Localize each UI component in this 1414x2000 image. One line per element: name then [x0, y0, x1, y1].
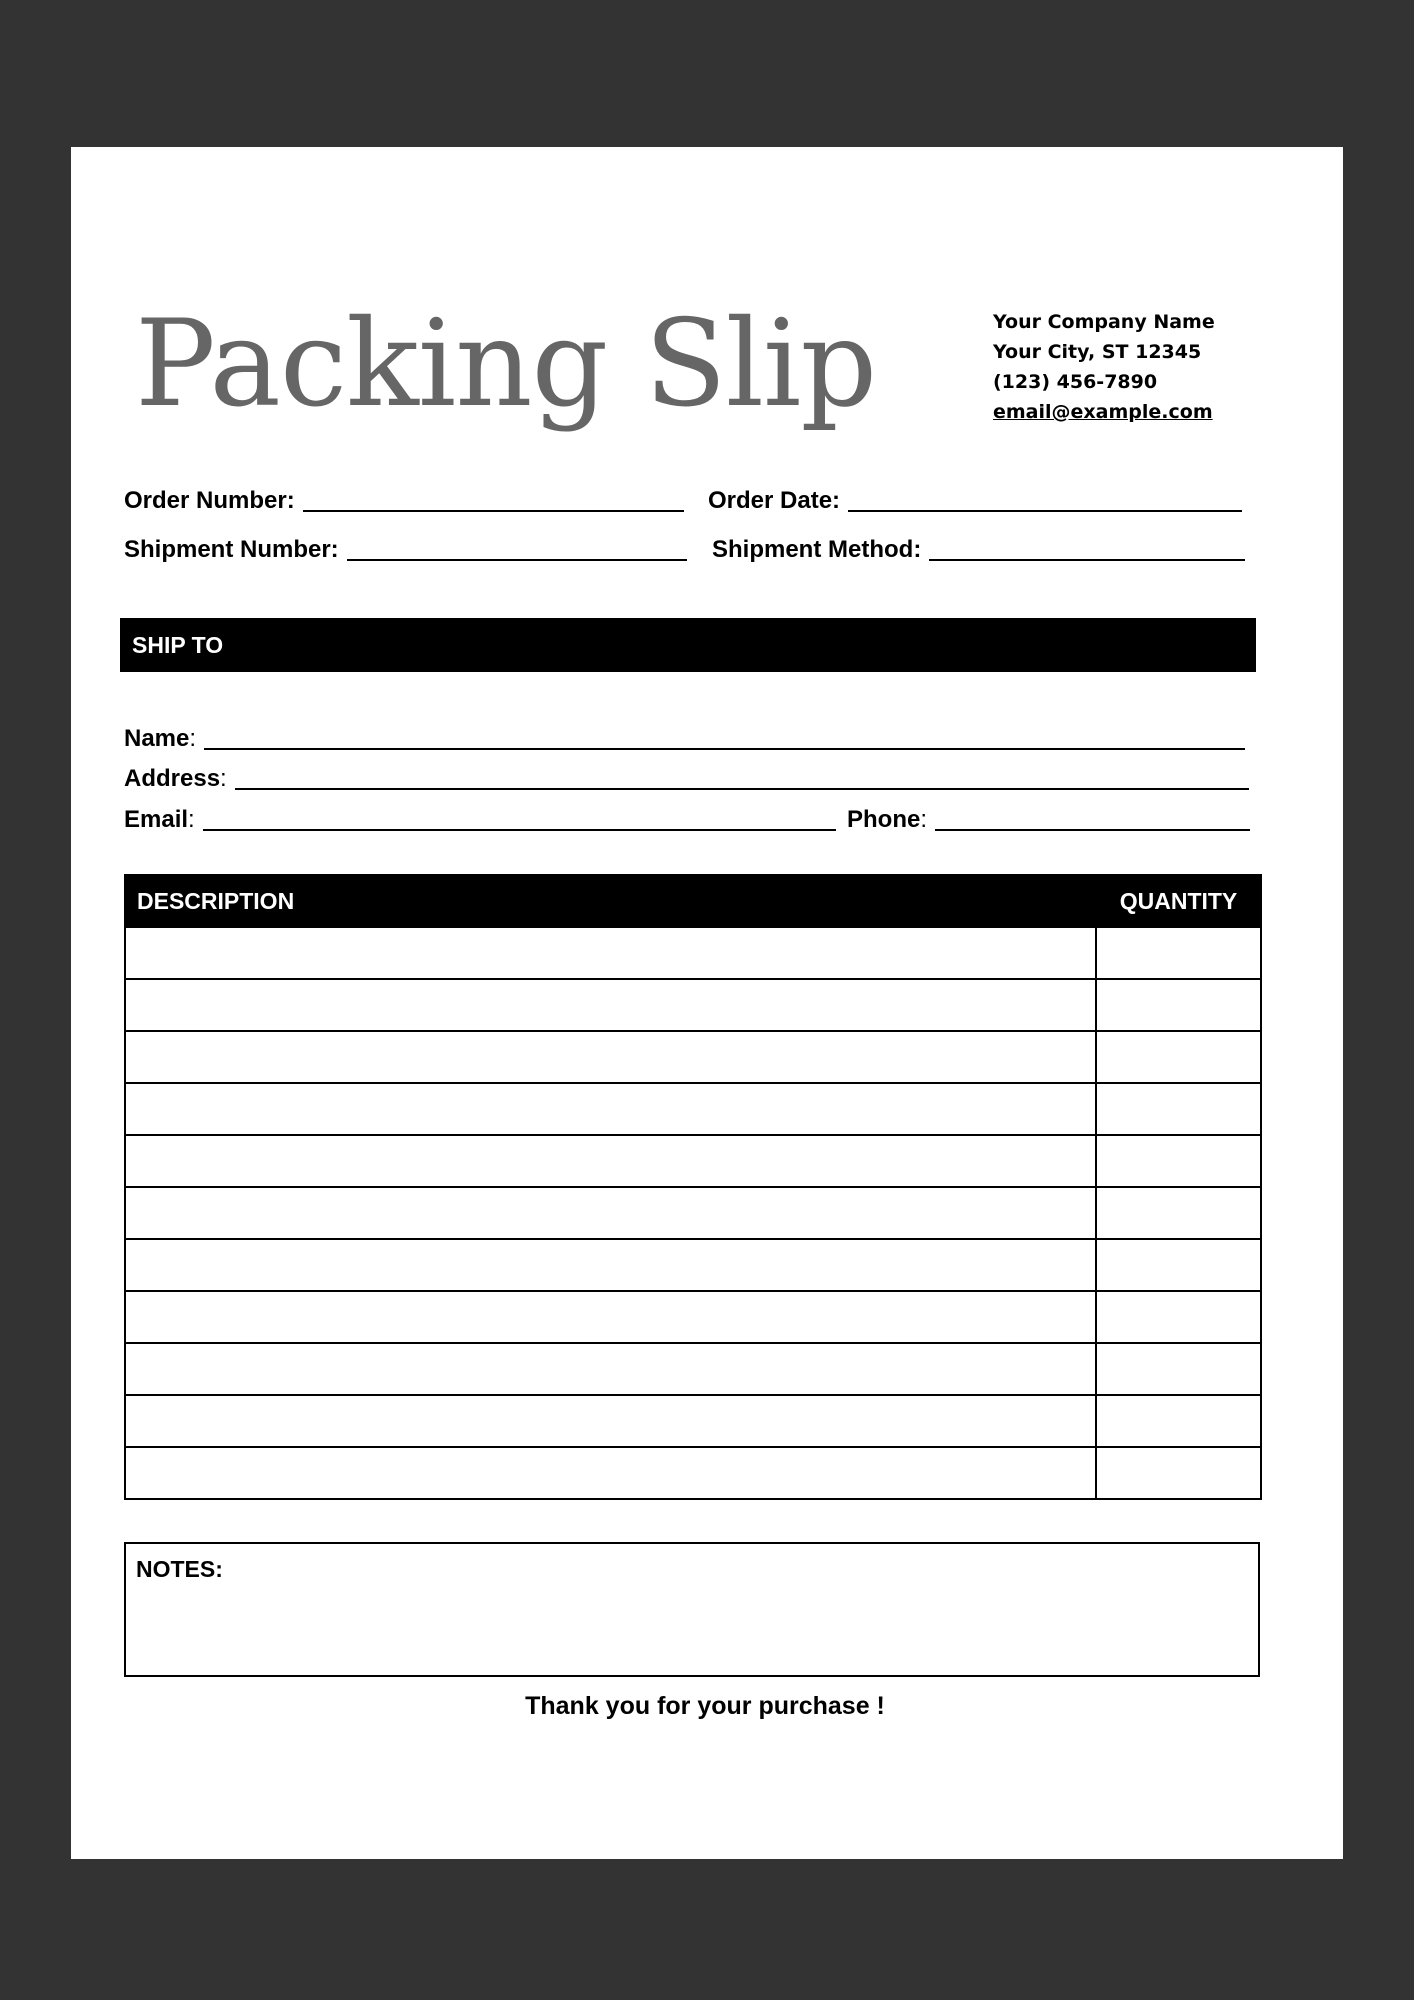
phone-line[interactable]: [935, 829, 1250, 831]
name-label: Name:: [124, 725, 197, 752]
description-cell[interactable]: [125, 1187, 1096, 1239]
description-cell[interactable]: [125, 1291, 1096, 1343]
quantity-cell[interactable]: [1096, 927, 1261, 979]
notes-label: NOTES:: [136, 1556, 223, 1582]
quantity-cell[interactable]: [1096, 1239, 1261, 1291]
name-field[interactable]: [124, 722, 1245, 754]
ship-to-heading: [120, 618, 1256, 672]
quantity-cell[interactable]: [1096, 1083, 1261, 1135]
address-label: Address:: [124, 765, 227, 792]
table-row: [125, 1135, 1261, 1187]
order-number-field[interactable]: [124, 484, 684, 516]
quantity-cell[interactable]: [1096, 1187, 1261, 1239]
shipment-number-field[interactable]: [124, 533, 687, 565]
company-name: Your Company Name: [993, 311, 1215, 333]
description-cell[interactable]: [125, 1135, 1096, 1187]
company-city: Your City, ST 12345: [993, 341, 1202, 363]
address-line[interactable]: [235, 788, 1249, 790]
table-header-row: [125, 875, 1261, 927]
company-phone: (123) 456-7890: [993, 371, 1158, 393]
description-cell[interactable]: [125, 979, 1096, 1031]
email-field[interactable]: [124, 803, 836, 835]
description-cell[interactable]: [125, 1447, 1096, 1499]
shipment-method-label: Shipment Method:: [712, 536, 922, 563]
table-row: [125, 927, 1261, 979]
company-email-link[interactable]: email@example.com: [993, 401, 1213, 423]
description-column-header: DESCRIPTION: [125, 875, 1096, 927]
table-row: [125, 1187, 1261, 1239]
email-label: Email:: [124, 806, 195, 833]
quantity-cell[interactable]: [1096, 1447, 1261, 1499]
table-row: [125, 979, 1261, 1031]
company-info: [993, 307, 1215, 427]
packing-slip-page: [71, 147, 1343, 1859]
quantity-cell[interactable]: [1096, 1343, 1261, 1395]
phone-field[interactable]: [847, 803, 1250, 835]
quantity-cell[interactable]: [1096, 1395, 1261, 1447]
description-cell[interactable]: [125, 1031, 1096, 1083]
name-line[interactable]: [204, 748, 1245, 750]
table-row: [125, 1343, 1261, 1395]
table-row: [125, 1083, 1261, 1135]
table-row: [125, 1447, 1261, 1499]
description-cell[interactable]: [125, 1083, 1096, 1135]
shipment-number-label: Shipment Number:: [124, 536, 339, 563]
phone-label: Phone:: [847, 806, 928, 833]
email-line[interactable]: [203, 829, 836, 831]
items-table-body: [125, 927, 1261, 1499]
order-number-label: Order Number:: [124, 487, 295, 514]
quantity-cell[interactable]: [1096, 1031, 1261, 1083]
order-number-line[interactable]: [303, 510, 684, 512]
table-row: [125, 1395, 1261, 1447]
shipment-number-line[interactable]: [347, 559, 687, 561]
shipment-method-line[interactable]: [929, 559, 1245, 561]
order-date-label: Order Date:: [708, 487, 841, 514]
table-row: [125, 1239, 1261, 1291]
description-cell[interactable]: [125, 927, 1096, 979]
quantity-column-header: QUANTITY: [1096, 875, 1261, 927]
thank-you-message: Thank you for your purchase !: [525, 1692, 885, 1720]
description-cell[interactable]: [125, 1343, 1096, 1395]
quantity-cell[interactable]: [1096, 1135, 1261, 1187]
description-cell[interactable]: [125, 1395, 1096, 1447]
table-row: [125, 1291, 1261, 1343]
notes-box[interactable]: [124, 1542, 1260, 1677]
shipment-method-field[interactable]: [712, 533, 1245, 565]
description-cell[interactable]: [125, 1239, 1096, 1291]
address-field[interactable]: [124, 762, 1249, 794]
quantity-cell[interactable]: [1096, 979, 1261, 1031]
order-date-line[interactable]: [848, 510, 1242, 512]
order-date-field[interactable]: [708, 484, 1242, 516]
items-table: [124, 874, 1262, 1500]
page-title: Packing Slip: [135, 295, 877, 434]
table-row: [125, 1031, 1261, 1083]
quantity-cell[interactable]: [1096, 1291, 1261, 1343]
ship-to-heading-text: SHIP TO: [132, 632, 224, 658]
